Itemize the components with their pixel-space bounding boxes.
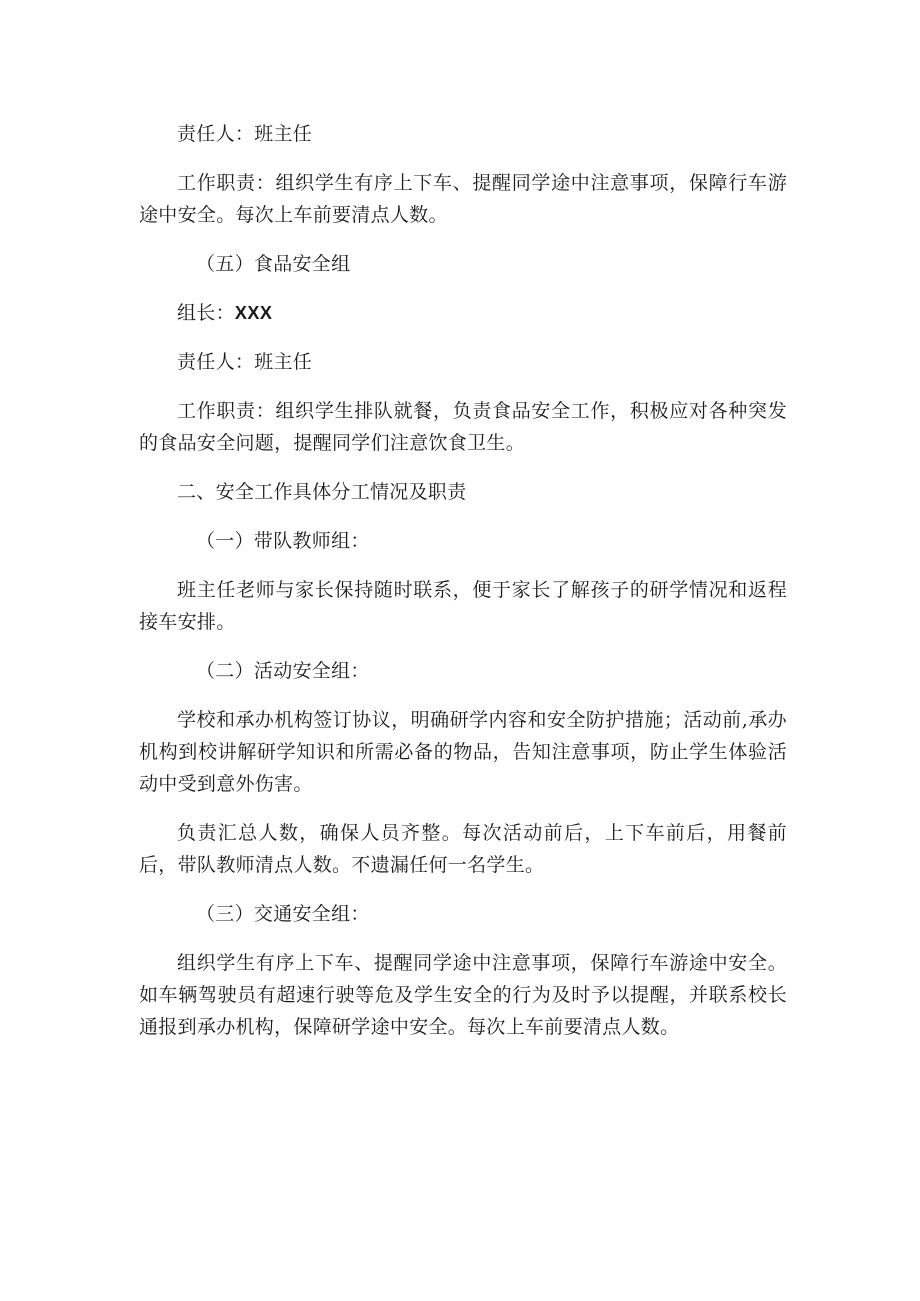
responsible-person-line: 责任人：班主任	[177, 123, 313, 145]
paragraph-headcount: 负责汇总人数，确保人员齐整。每次活动前后，上下车前后，用餐前后，带队教师清点人数。不遗漏任何一名学生。	[139, 822, 787, 876]
section-heading-teachers: （一）带队教师组：	[196, 530, 370, 552]
chapter-heading-division: 二、安全工作具体分工情况及职责	[177, 481, 467, 503]
section-heading-food-safety: （五）食品安全组	[196, 253, 351, 275]
responsible-person-line: 责任人：班主任	[177, 351, 313, 373]
section-heading-traffic-safety: （三）交通安全组：	[196, 903, 370, 925]
paragraph-teachers: 班主任老师与家长保持随时联系，便于家长了解孩子的研学情况和返程接车安排。	[139, 579, 787, 633]
duty-description-food: 工作职责：组织学生排队就餐，负责食品安全工作，积极应对各种突发的食品安全问题，提醒同学们注意饮食卫生。	[139, 400, 787, 454]
duty-description-traffic: 工作职责：组织学生有序上下车、提醒同学途中注意事项，保障行车游途中安全。每次上车前要清点人数。	[139, 172, 787, 226]
document-body	[139, 118, 787, 1060]
group-leader-name: XXX	[234, 303, 273, 323]
paragraph-traffic-safety: 组织学生有序上下车、提醒同学途中注意事项，保障行车游途中安全。如车辆驾驶员有超速行驶等危及学生安全的行为及时予以提醒，并联系校长通报到承办机构，保障研学途中安全。每次上车前要清点人数。	[139, 952, 787, 1038]
group-leader-label: 组长：	[177, 302, 235, 324]
group-leader-line	[139, 297, 787, 329]
paragraph-activity-agreement: 学校和承办机构签订协议，明确研学内容和安全防护措施；活动前,承办机构到校讲解研学知识和所需必备的物品，告知注意事项，防止学生体验活动中受到意外伤害。	[139, 709, 787, 795]
section-heading-activity-safety: （二）活动安全组：	[196, 660, 370, 682]
